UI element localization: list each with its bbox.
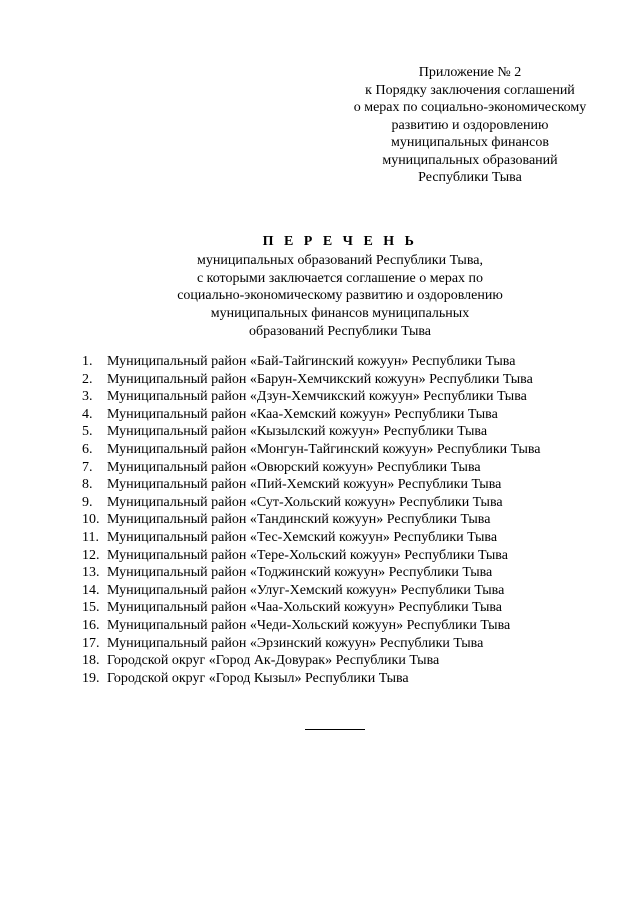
page-title: П Е Р Е Ч Е Н Ь bbox=[262, 234, 418, 249]
list-item bbox=[82, 371, 582, 389]
appendix-line: муниципальных образований bbox=[382, 152, 558, 168]
appendix-line: развитию и оздоровлению bbox=[391, 117, 549, 133]
appendix-block bbox=[330, 64, 610, 187]
list-item bbox=[82, 635, 582, 653]
list-item bbox=[82, 423, 582, 441]
list-item-number: 1. bbox=[82, 354, 93, 369]
appendix-line: к Порядку заключения соглашений bbox=[365, 82, 575, 98]
list-item bbox=[82, 388, 582, 406]
list-item bbox=[82, 670, 582, 688]
subtitle-line: муниципальных финансов муниципальных bbox=[210, 306, 470, 322]
subtitle-line: с которыми заключается соглашение о мерах по bbox=[196, 270, 484, 286]
list-item-number: 11. bbox=[82, 529, 99, 545]
list-item bbox=[82, 599, 582, 617]
list-item bbox=[82, 459, 582, 477]
list-item-text: Городской округ «Город Ак-Довурак» Республики Тыва bbox=[107, 653, 440, 669]
list-item-text: Муниципальный район «Тоджинский кожуун» Республики Тыва bbox=[107, 565, 493, 581]
list-item bbox=[82, 617, 582, 635]
list-item-number: 14. bbox=[82, 582, 100, 598]
list-item-number: 10. bbox=[82, 512, 100, 528]
list-item-number: 9. bbox=[82, 494, 93, 510]
list-item-text: Муниципальный район «Каа-Хемский кожуун» Республики Тыва bbox=[107, 406, 498, 422]
document-heading bbox=[100, 233, 580, 341]
list-item-text: Муниципальный район «Пий-Хемский кожуун» Республики Тыва bbox=[107, 477, 502, 493]
closing-divider bbox=[305, 729, 365, 730]
list-item-number: 5. bbox=[82, 424, 93, 440]
appendix-line: Приложение № 2 bbox=[418, 65, 522, 80]
list-item-text: Муниципальный район «Овюрский кожуун» Республики Тыва bbox=[107, 459, 481, 475]
list-item-number: 15. bbox=[82, 600, 100, 616]
list-item-text: Муниципальный район «Монгун-Тайгинский кожуун» Республики Тыва bbox=[107, 441, 541, 457]
appendix-line: муниципальных финансов bbox=[390, 135, 549, 150]
list-item bbox=[82, 441, 582, 459]
list-item-number: 18. bbox=[82, 653, 100, 669]
list-item-text: Муниципальный район «Сут-Хольский кожуун» Республики Тыва bbox=[107, 494, 503, 510]
list-item bbox=[82, 476, 582, 494]
list-item-number: 13. bbox=[82, 565, 100, 581]
subtitle-line: социально-экономическому развитию и оздоровлению bbox=[177, 288, 503, 304]
appendix-line: Республики Тыва bbox=[418, 170, 522, 185]
list-item bbox=[82, 582, 582, 600]
list-item-number: 2. bbox=[82, 371, 93, 387]
list-item-number: 19. bbox=[82, 670, 100, 686]
list-item-text: Муниципальный район «Барун-Хемчикский кожуун» Республики Тыва bbox=[107, 371, 533, 387]
list-item-text: Муниципальный район «Тандинский кожуун» Республики Тыва bbox=[107, 512, 491, 528]
list-item-number: 3. bbox=[82, 389, 93, 405]
list-item bbox=[82, 529, 582, 547]
list-item-text: Муниципальный район «Тере-Хольский кожуун» Республики Тыва bbox=[107, 547, 508, 563]
list-item bbox=[82, 511, 582, 529]
list-item-text: Муниципальный район «Чеди-Хольский кожуун» Республики Тыва bbox=[107, 617, 511, 633]
appendix-line: о мерах по социально-экономическому bbox=[353, 100, 587, 115]
list-item-text: Муниципальный район «Эрзинский кожуун» Республики Тыва bbox=[107, 635, 484, 651]
list-item bbox=[82, 547, 582, 565]
list-item-text: Муниципальный район «Кызылский кожуун» Республики Тыва bbox=[107, 424, 488, 440]
list-item-number: 12. bbox=[82, 547, 100, 563]
list-item-number: 7. bbox=[82, 459, 93, 475]
municipality-list bbox=[82, 353, 582, 687]
list-item-number: 16. bbox=[82, 617, 100, 633]
subtitle-line: образований Республики Тыва bbox=[248, 323, 432, 339]
list-item-text: Городской округ «Город Кызыл» Республики Тыва bbox=[107, 670, 409, 686]
list-item-text: Муниципальный район «Бай-Тайгинский кожуун» Республики Тыва bbox=[107, 354, 516, 369]
list-item bbox=[82, 494, 582, 512]
list-item-number: 6. bbox=[82, 441, 93, 457]
list-item bbox=[82, 406, 582, 424]
list-item-number: 17. bbox=[82, 635, 100, 651]
subtitle-line: муниципальных образований Республики Тыва, bbox=[197, 252, 483, 268]
list-item-number: 4. bbox=[82, 406, 93, 422]
list-item-text: Муниципальный район «Чаа-Хольский кожуун» Республики Тыва bbox=[107, 600, 503, 616]
list-item bbox=[82, 353, 582, 371]
list-item-text: Муниципальный район «Дзун-Хемчикский кожуун» Республики Тыва bbox=[107, 389, 527, 405]
list-item-text: Муниципальный район «Тес-Хемский кожуун» Республики Тыва bbox=[107, 529, 498, 545]
list-item-text: Муниципальный район «Улуг-Хемский кожуун» Республики Тыва bbox=[107, 582, 505, 598]
list-item bbox=[82, 564, 582, 582]
list-item bbox=[82, 652, 582, 670]
list-item-number: 8. bbox=[82, 477, 93, 493]
